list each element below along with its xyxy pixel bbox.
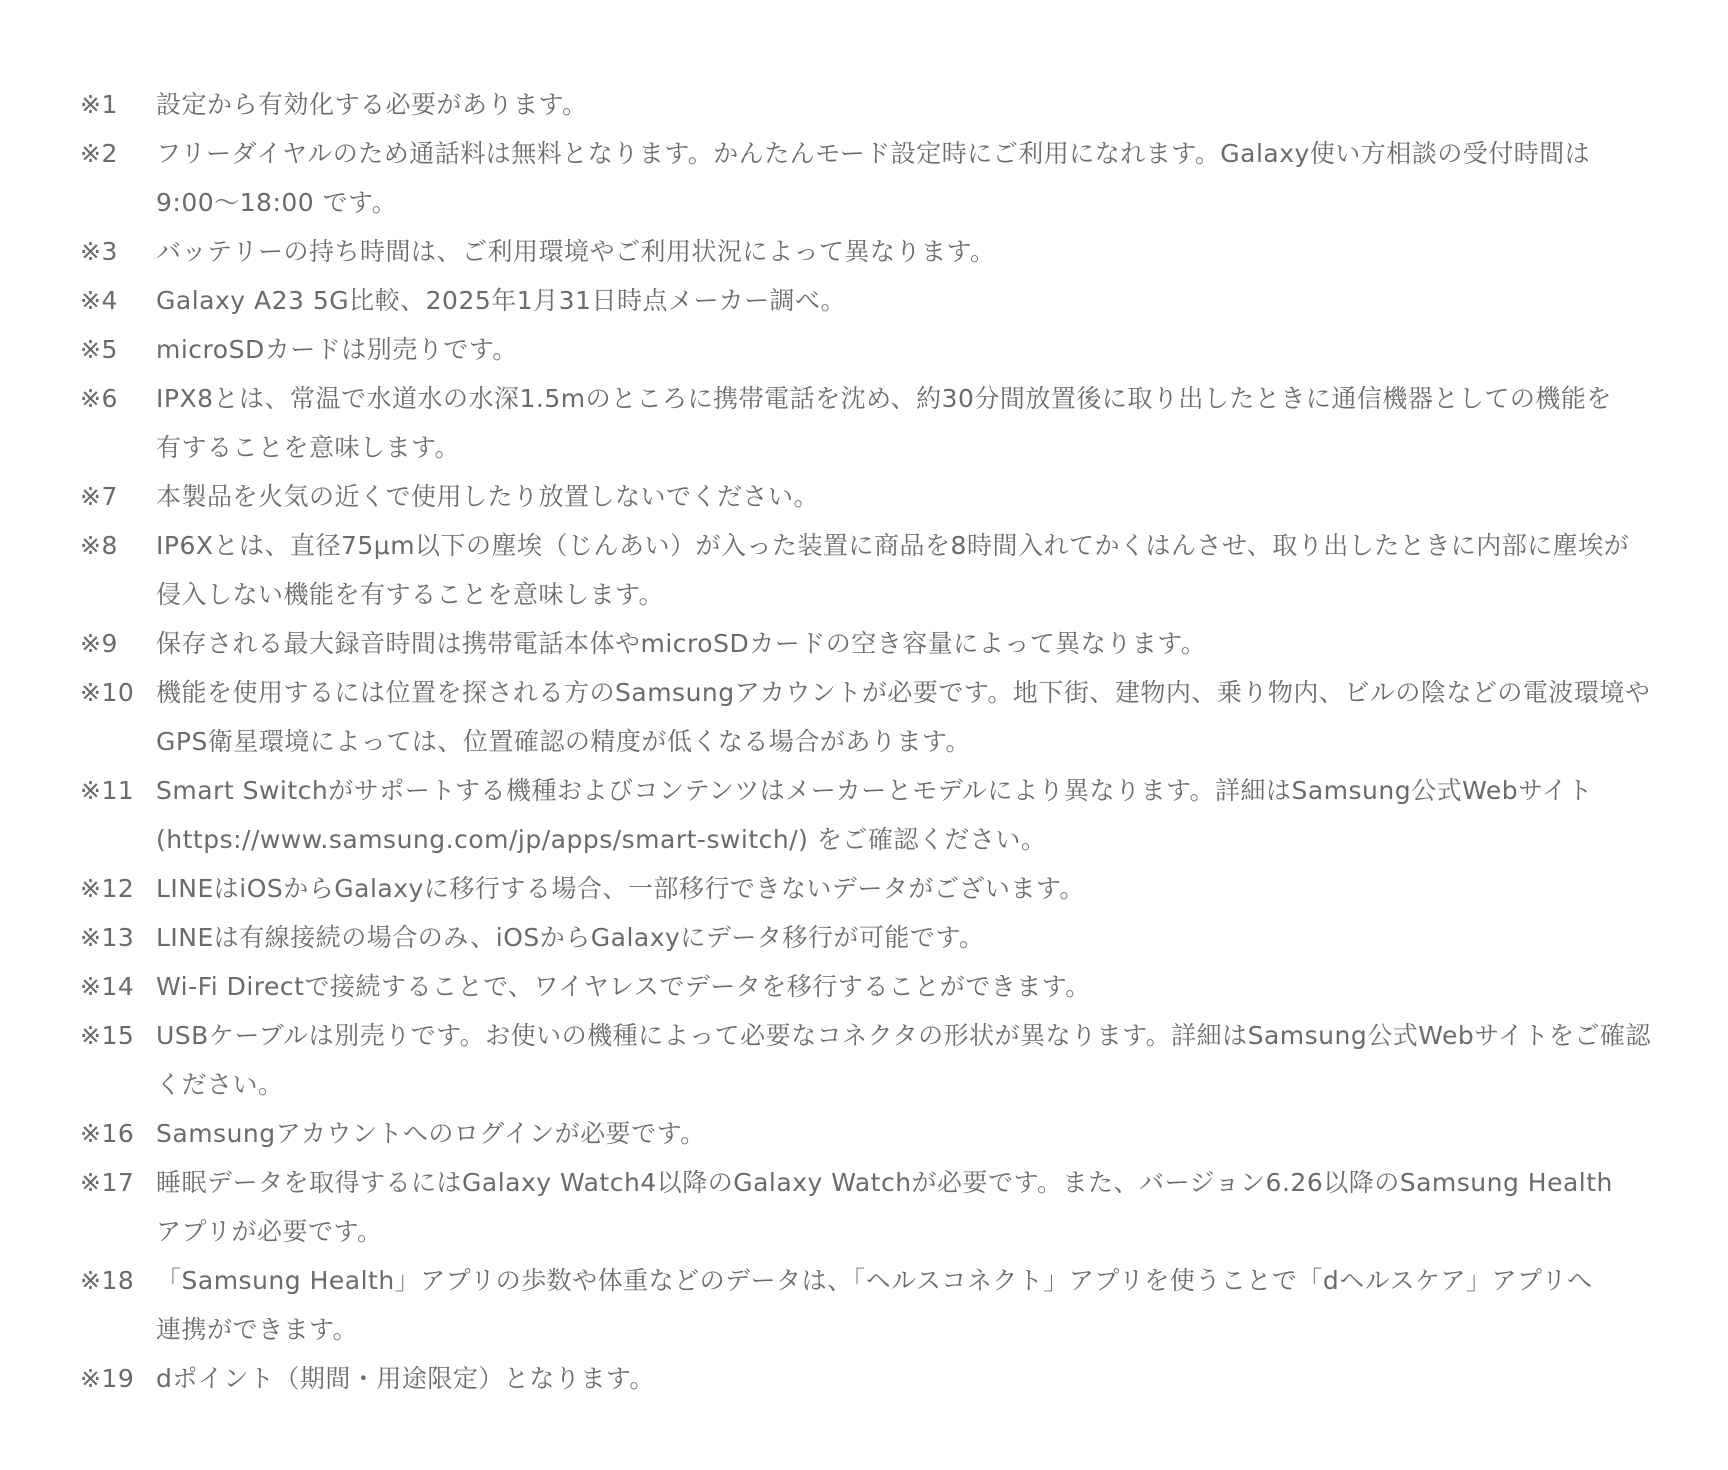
- footnote-text: 機能を使用するには位置を探される方のSamsungアカウントが必要です。地下街、建物内、乗り物内、ビルの陰などの電波環境や GPS衛星環境によっては、位置確認の精度が低くなる場合があります。: [156, 678, 1651, 756]
- footnote-item: [80, 913, 1680, 962]
- footnote-mark: ※16: [80, 1119, 135, 1148]
- footnote-mark: ※19: [80, 1364, 135, 1393]
- footnote-text: バッテリーの持ち時間は、ご利用環境やご利用状況によって異なります。: [156, 237, 996, 266]
- footnote-mark: ※4: [80, 286, 118, 315]
- footnote-item: [80, 1256, 1680, 1354]
- footnote-item: [80, 962, 1680, 1011]
- footnote-text: microSDカードは別売りです。: [156, 335, 518, 364]
- footnote-item: [80, 1354, 1680, 1403]
- footnote-text: IPX8とは、常温で水道水の水深1.5mのところに携帯電話を沈め、約30分間放置後に取り出したときに通信機器としての機能を 有することを意味します。: [156, 384, 1612, 462]
- footnote-mark: ※11: [80, 776, 135, 805]
- footnote-mark: ※6: [80, 384, 118, 413]
- footnote-mark: ※12: [80, 874, 135, 903]
- footnote-item: [80, 374, 1680, 472]
- footnote-item: [80, 864, 1680, 913]
- footnote-item: [80, 521, 1680, 619]
- footnote-text: 本製品を火気の近くで使用したり放置しないでください。: [156, 482, 820, 511]
- footnote-text: 「Samsung Health」アプリの歩数や体重などのデータは、「ヘルスコネクト」アプリを使うことで「dヘルスケア」アプリへ 連携ができます。: [156, 1266, 1593, 1344]
- footnote-mark: ※8: [80, 531, 118, 560]
- footnote-item: [80, 1158, 1680, 1256]
- footnote-text: Galaxy A23 5G比較、2025年1月31日時点メーカー調べ。: [156, 286, 846, 315]
- footnote-mark: ※2: [80, 139, 118, 168]
- footnote-item: [80, 668, 1680, 766]
- footnote-list: [80, 80, 1680, 1403]
- footnote-item: [80, 619, 1680, 668]
- footnote-text: Samsungアカウントへのログインが必要です。: [156, 1119, 706, 1148]
- footnote-text: 睡眠データを取得するにはGalaxy Watch4以降のGalaxy Watchが必要です。また、バージョン6.26以降のSamsung Health アプリが必要です。: [156, 1168, 1613, 1246]
- footnote-item: [80, 472, 1680, 521]
- footnote-text: フリーダイヤルのため通話料は無料となります。かんたんモード設定時にご利用になれます。Galaxy使い方相談の受付時間は 9:00〜18:00 です。: [156, 139, 1591, 217]
- footnote-mark: ※5: [80, 335, 118, 364]
- footnote-mark: ※7: [80, 482, 118, 511]
- footnote-mark: ※10: [80, 678, 135, 707]
- footnote-text: LINEはiOSからGalaxyに移行する場合、一部移行できないデータがございます。: [156, 874, 1085, 903]
- footnote-text: IP6Xとは、直径75μm以下の塵埃（じんあい）が入った装置に商品を8時間入れてかくはんさせ、取り出したときに内部に塵埃が 侵入しない機能を有することを意味します。: [156, 531, 1630, 609]
- footnote-text: dポイント（期間・用途限定）となります。: [156, 1364, 655, 1393]
- footnote-mark: ※14: [80, 972, 135, 1001]
- footnote-item: [80, 227, 1680, 276]
- footnote-mark: ※17: [80, 1168, 135, 1197]
- footnote-text: Smart Switchがサポートする機種およびコンテンツはメーカーとモデルにより異なります。詳細はSamsung公式Webサイト (https://www.samsung.com/jp/apps/smart-switch/) をご確認ください。: [156, 776, 1593, 854]
- footnote-item: [80, 1109, 1680, 1158]
- footnote-item: [80, 325, 1680, 374]
- footnote-item: [80, 1011, 1680, 1109]
- footnote-mark: ※3: [80, 237, 118, 266]
- footnote-item: [80, 80, 1680, 129]
- footnote-text: LINEは有線接続の場合のみ、iOSからGalaxyにデータ移行が可能です。: [156, 923, 985, 952]
- footnote-mark: ※15: [80, 1021, 135, 1050]
- footnote-item: [80, 766, 1680, 864]
- footnote-text: 設定から有効化する必要があります。: [156, 90, 588, 119]
- footnote-mark: ※13: [80, 923, 135, 952]
- footnote-mark: ※9: [80, 629, 118, 658]
- footnote-mark: ※18: [80, 1266, 135, 1295]
- footnote-mark: ※1: [80, 90, 118, 119]
- footnote-text: USBケーブルは別売りです。お使いの機種によって必要なコネクタの形状が異なります。詳細はSamsung公式Webサイトをご確認 ください。: [156, 1021, 1651, 1099]
- footnote-text: Wi-Fi Directで接続することで、ワイヤレスでデータを移行することができます。: [156, 972, 1091, 1001]
- footnote-item: [80, 276, 1680, 325]
- footnote-text: 保存される最大録音時間は携帯電話本体やmicroSDカードの空き容量によって異なります。: [156, 629, 1207, 658]
- footnote-item: [80, 129, 1680, 227]
